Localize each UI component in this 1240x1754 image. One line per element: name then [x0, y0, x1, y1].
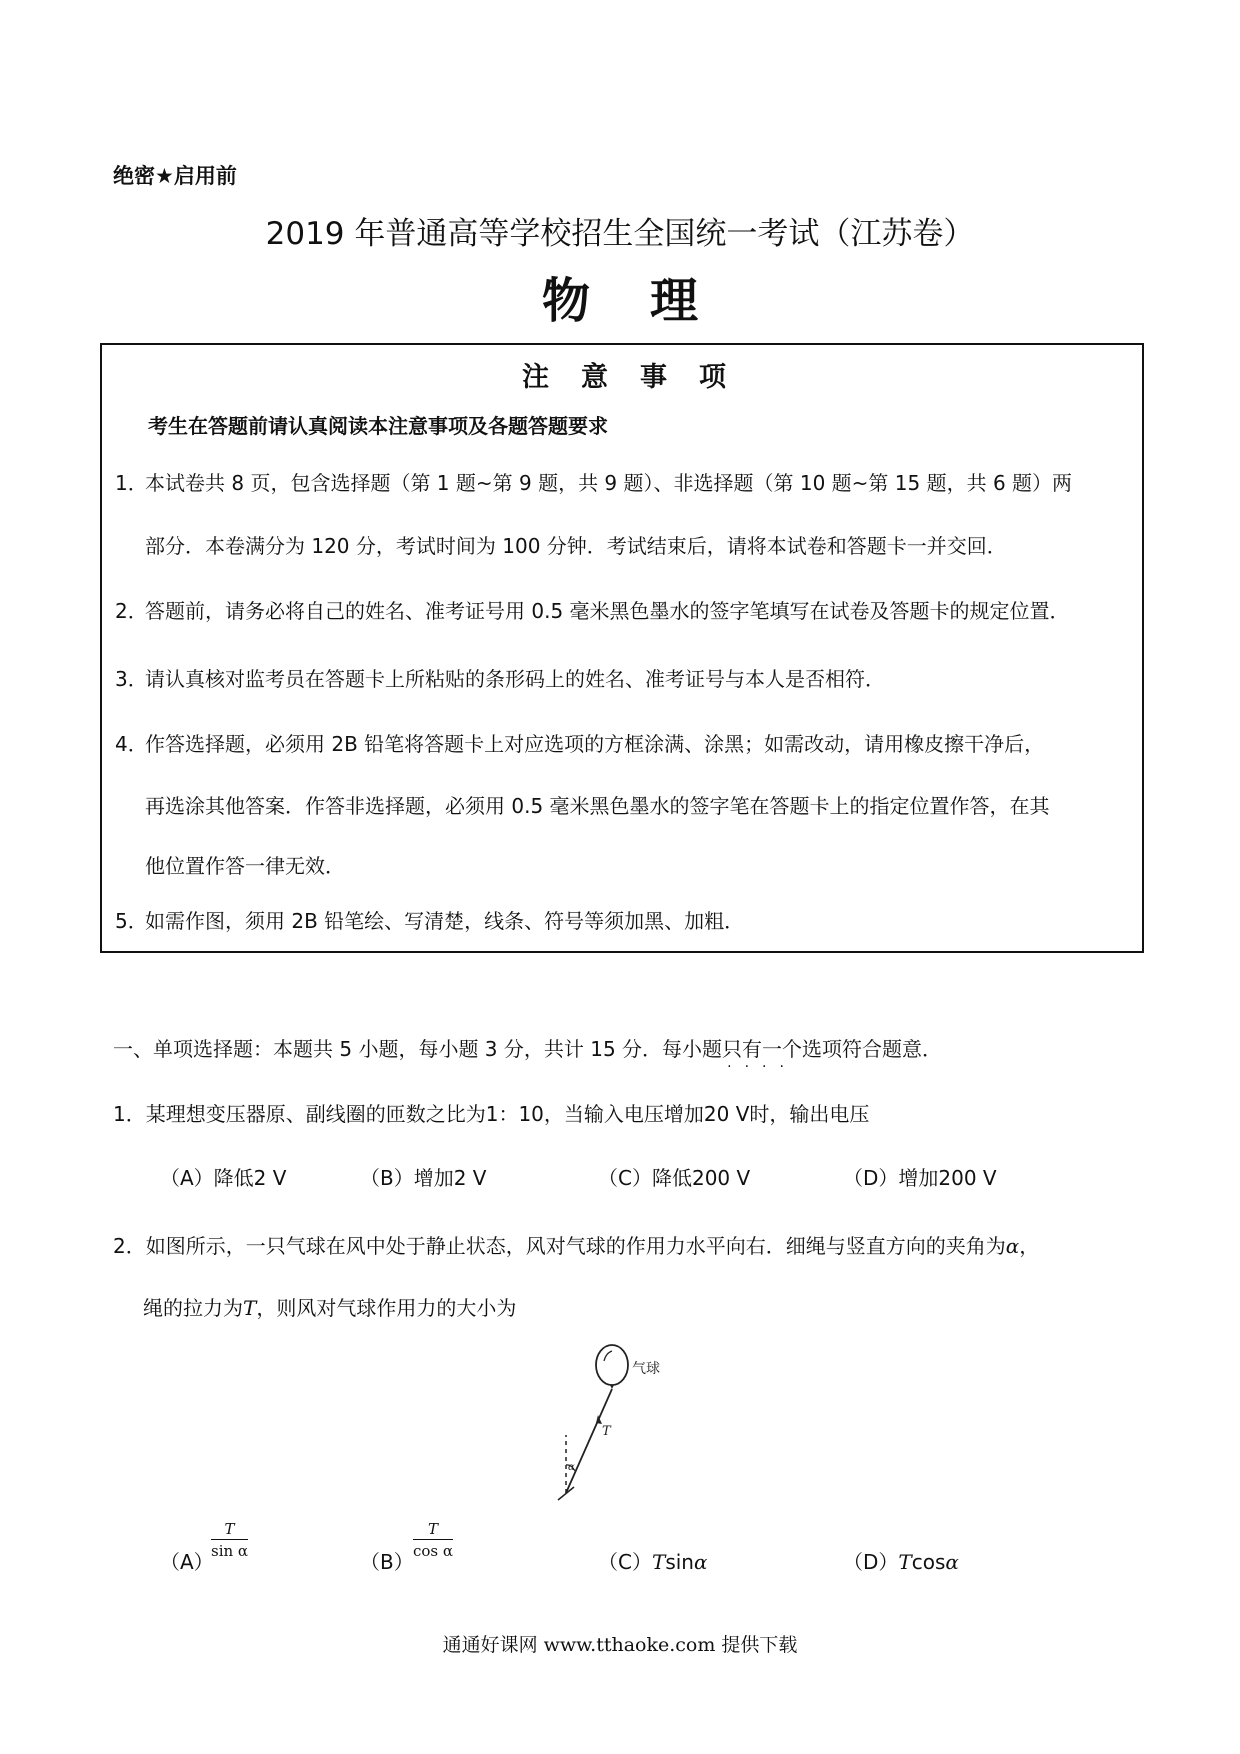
- notice-intro: 考生在答题前请认真阅读本注意事项及各题答题要求: [148, 414, 608, 438]
- subject-char-2: 理: [650, 273, 699, 329]
- section-1-emphasis: [722, 1037, 803, 1075]
- notice-item-2: [115, 595, 1070, 624]
- fraction-a-numerator: T: [211, 1520, 248, 1540]
- fraction-b-denominator: cos α: [413, 1542, 454, 1560]
- emphasis-dots: ····: [727, 1059, 797, 1075]
- notice-item-5-text: 如需作图，须用 2B 铅笔绘、写清楚，线条、符号等须加黑、加粗．: [145, 909, 745, 933]
- question-2-option-b-label: （B）: [360, 1550, 414, 1574]
- question-1-stem: 1．某理想变压器原、副线圈的匝数之比为1：10，当输入电压增加20 V时，输出电压: [113, 1102, 870, 1126]
- option-c-label: （C）: [598, 1550, 652, 1574]
- question-2-text-4: ，则风对气球作用力的大小为: [256, 1296, 517, 1320]
- option-d-T: T: [898, 1550, 912, 1574]
- notice-box: [100, 343, 1144, 953]
- option-c-alpha: α: [693, 1550, 708, 1574]
- notice-item-3: [115, 663, 885, 692]
- section-1-heading-pre: 一、单项选择题：本题共 5 小题，每小题 3 分，共计 15 分．每小题: [113, 1037, 723, 1061]
- notice-item-3-text: 请认真核对监考员在答题卡上所粘贴的条形码上的姓名、准考证号与本人是否相符．: [145, 667, 885, 691]
- alpha-symbol: α: [1005, 1234, 1020, 1258]
- notice-item-4-line-2: 再选涂其他答案．作答非选择题，必须用 0.5 毫米黑色墨水的签字笔在答题卡上的指定位置作答，在其: [145, 794, 1050, 818]
- question-2-option-b-fraction: [413, 1520, 453, 1560]
- question-2-text-1: 2．如图所示，一只气球在风中处于静止状态，风对气球的作用力水平向右．细绳与竖直方向的夹角为: [113, 1234, 1006, 1258]
- option-c-func: sin: [665, 1550, 694, 1574]
- option-d-alpha: α: [945, 1550, 959, 1574]
- question-2-stem-line-2: [143, 1292, 516, 1321]
- notice-item-5-number: 5．: [115, 909, 148, 933]
- notice-item-5: [115, 905, 744, 934]
- question-2-option-a-fraction: [211, 1520, 248, 1560]
- question-1-option-d: （D）增加200 V: [843, 1166, 997, 1190]
- fraction-a-denominator: sin α: [211, 1542, 249, 1560]
- option-c-T: T: [651, 1550, 666, 1574]
- rope-line: [566, 1389, 612, 1493]
- question-1-option-b: （B）增加2 V: [360, 1166, 487, 1190]
- subject-char-1: 物: [541, 273, 590, 329]
- question-2-option-d: [843, 1546, 959, 1575]
- balloon-highlight: [604, 1351, 612, 1361]
- ground-mark: [558, 1487, 574, 1500]
- angle-label: α: [568, 1462, 575, 1473]
- question-2-text-2: ，: [1019, 1234, 1040, 1258]
- option-d-label: （D）: [843, 1550, 899, 1574]
- tension-symbol: T: [243, 1296, 257, 1320]
- balloon-knot: [610, 1385, 614, 1389]
- subject-title: [0, 262, 1240, 331]
- question-2-stem-line-1: [113, 1230, 1039, 1259]
- notice-item-4-line-3: 他位置作答一律无效．: [145, 854, 345, 878]
- footer-text: 通通好课网 www.tthaoke.com 提供下载: [442, 1634, 798, 1656]
- notice-item-4-number: 4．: [115, 732, 148, 756]
- question-2-option-c: [598, 1546, 707, 1575]
- notice-item-2-number: 2．: [115, 599, 148, 623]
- notice-item-1-line-2: 部分．本卷满分为 120 分，考试时间为 100 分钟．考试结束后，请将本试卷和答题卡一并交回．: [145, 534, 1007, 558]
- confidential-label: 绝密★启用前: [113, 164, 237, 188]
- notice-item-4-text: 作答选择题，必须用 2B 铅笔将答题卡上对应选项的方框涂满、涂黑；如需改动，请用橡皮擦干净后，: [145, 732, 1045, 756]
- question-1-option-c: （C）降低200 V: [598, 1166, 751, 1190]
- balloon-label: 气球: [632, 1361, 660, 1377]
- balloon-figure: [540, 1335, 720, 1510]
- section-1-emphasis-text: 只有一个: [722, 1037, 803, 1061]
- section-1-heading: [113, 1033, 943, 1075]
- notice-item-4-line-1: [115, 728, 1044, 757]
- notice-title: 注意事项: [522, 362, 758, 393]
- question-2-option-a-label: （A）: [160, 1550, 214, 1574]
- notice-item-2-text: 答题前，请务必将自己的姓名、准考证号用 0.5 毫米黑色墨水的签字笔填写在试卷及答题卡的规定位置．: [145, 599, 1070, 623]
- exam-title: 2019 年普通高等学校招生全国统一考试（江苏卷）: [265, 216, 975, 252]
- question-1-option-a: （A）降低2 V: [160, 1166, 287, 1190]
- notice-item-1-line-1: [115, 467, 1072, 496]
- tension-label: T: [602, 1424, 611, 1439]
- fraction-b-numerator: T: [413, 1520, 453, 1540]
- section-1-heading-post: 选项符合题意．: [802, 1037, 943, 1061]
- question-2-text-3: 绳的拉力为: [143, 1296, 243, 1320]
- notice-item-1-text: 本试卷共 8 页，包含选择题（第 1 题~第 9 题，共 9 题）、非选择题（第 10 题~第 15 题，共 6 题）两: [145, 471, 1073, 495]
- notice-item-1-number: 1．: [115, 471, 148, 495]
- notice-item-3-number: 3．: [115, 667, 148, 691]
- option-d-func: cos: [911, 1550, 946, 1574]
